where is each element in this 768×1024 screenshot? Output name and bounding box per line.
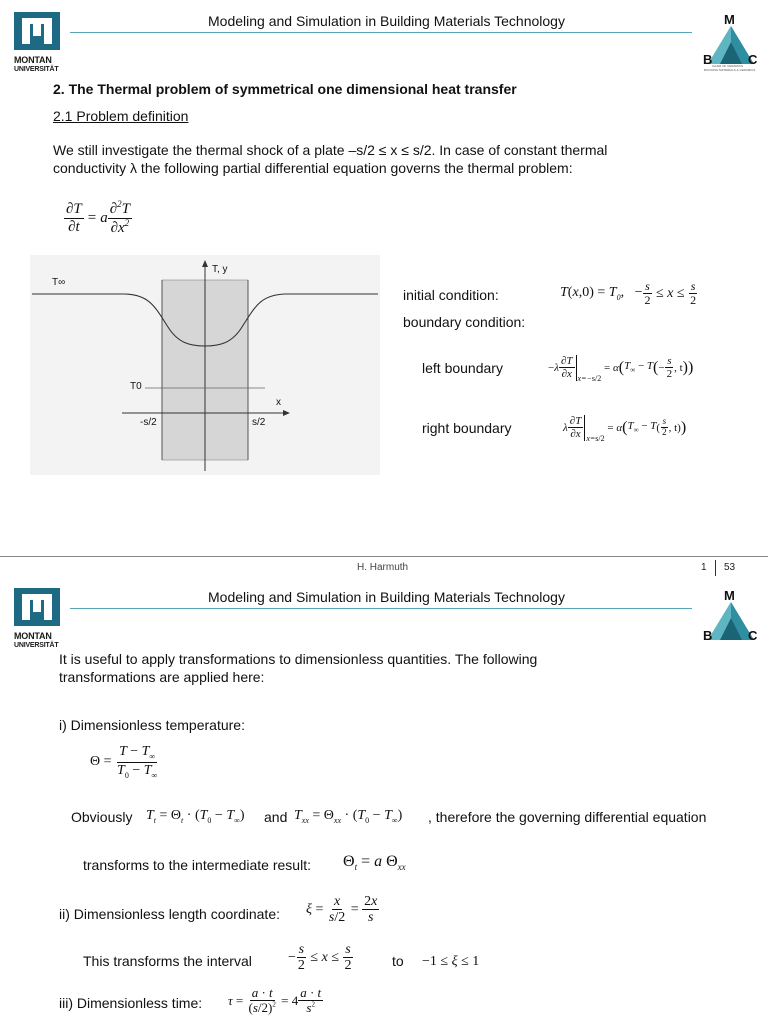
header-title: Modeling and Simulation in Building Materials Technology (208, 13, 565, 29)
interval-formula: − $\frac{s}{2}$ ≤ x ≤ $\frac{s}{2}$ (288, 942, 352, 974)
footer-author: H. Harmuth (357, 562, 409, 573)
logo-text-line2-2: UNIVERSITÄT (14, 642, 59, 649)
intro-line-1: It is useful to apply transformations to dimensionless quantities. The following (59, 651, 538, 667)
bmc-logo-c: C (748, 52, 758, 67)
temperature-profile-figure (30, 255, 380, 475)
label-pos-s2: s/2 (252, 417, 266, 428)
temperature-profile-diagram (30, 255, 380, 475)
montan-logo-icon (14, 12, 60, 50)
bmc-logo (702, 12, 760, 74)
bmc-logo-m: M (724, 12, 735, 27)
label-neg-s2: -s/2 (140, 417, 157, 428)
paragraph-line-1: We still investigate the thermal shock of a plate –s/2 ≤ x ≤ s/2. In case of constant thermal (53, 142, 608, 158)
footer-rule (0, 556, 768, 557)
right-boundary-label: right boundary (422, 420, 512, 436)
montan-logo-2 (14, 588, 62, 652)
footer-page-number: 1 (701, 562, 707, 573)
t-xx-formula: $T_{xx} = \Theta_{xx} \cdot (T_0 - T_\infty)$ (294, 808, 403, 825)
bmc-logo-2 (702, 588, 760, 650)
xi-interval: −1 ≤ ξ ≤ 1 (422, 954, 480, 969)
logo-text-line2: UNIVERSITÄT (14, 66, 59, 73)
right-boundary-formula: λ $\frac{\partial T}{\partial x}$ x=s/2 = α ( $T_\infty - T$ ( $\frac{s}{2}$ , t) ) (563, 414, 687, 443)
and-text: and (264, 809, 288, 825)
tau-definition: τ = $\frac{a \cdot t}{(s/2)^2}$ = 4 $\frac{a \cdot t}{s^2}$ (228, 985, 322, 1016)
item-2-label: ii) Dimensionless length coordinate: (59, 906, 280, 922)
header-rule (70, 32, 692, 33)
logo-text-line1-2: MONTAN (14, 631, 52, 641)
label-t-y-axis: T, y (212, 264, 228, 275)
bmc-logo-b-2: B (703, 628, 713, 643)
initial-condition-formula: $T(x,0) = T_0$, − $\frac{s}{2}$ ≤ x ≤ $\frac{s}{2}$ (560, 279, 697, 308)
logo-text-line1: MONTAN (14, 55, 52, 65)
item-3-label: iii) Dimensionless time: (59, 995, 203, 1011)
label-t0: T0 (130, 381, 142, 392)
bmc-logo-m-2: M (724, 588, 735, 603)
left-boundary-label: left boundary (422, 360, 503, 376)
label-t-infinity: T∞ (52, 277, 66, 288)
footer-page-total: 53 (724, 562, 736, 573)
boundary-condition-label: boundary condition: (403, 314, 526, 330)
header-rule-2 (70, 608, 692, 609)
slide-2 (0, 580, 768, 1024)
footer-page-divider (715, 560, 716, 576)
initial-condition-label: initial condition: (403, 287, 499, 303)
heat-equation: $\frac{\partial T}{\partial t}$ = a $\frac{\partial^2T}{\partial x^2}$ (66, 199, 130, 236)
left-boundary-formula: − λ $\frac{\partial T}{\partial x}$ x=−s/2 = α ( $T_\infty - T$ ( − $\frac{s}{2}$ , t )) (548, 354, 694, 383)
intro-line-2: transformations are applied here: (59, 669, 265, 685)
interval-text: This transforms the interval (83, 953, 252, 969)
bmc-logo-sub2: BUILDING MATERIALS & CERAMICS (704, 68, 756, 72)
theta-definition: Θ = $\frac{T - T_\infty}{T_0 - T_\infty}$ (90, 744, 158, 780)
paragraph-line-2: conductivity λ the following partial differential equation governs the thermal problem: (53, 160, 573, 176)
label-x-axis: x (276, 397, 281, 408)
transforms-text: transforms to the intermediate result: (83, 857, 311, 873)
header-title-2: Modeling and Simulation in Building Materials Technology (208, 589, 565, 605)
to-text: to (392, 953, 404, 969)
obviously-text: Obviously (71, 809, 133, 825)
intermediate-result: $\Theta_t = a$ $\Theta_{xx}$ (343, 853, 406, 873)
bmc-logo-b: B (703, 52, 713, 67)
xi-definition: ξ = $\frac{x}{s/2}$ = $\frac{2x}{s}$ (306, 894, 378, 926)
item-1-label: i) Dimensionless temperature: (59, 717, 245, 733)
therefore-text: , therefore the governing differential equation (428, 809, 707, 825)
montan-logo-icon-2 (14, 588, 60, 626)
t-t-formula: $T_t = \Theta_t \cdot (T_0 - T_\infty)$ (146, 808, 245, 825)
section-title: 2. The Thermal problem of symmetrical one dimensional heat transfer (53, 81, 517, 97)
subsection-title: 2.1 Problem definition (53, 108, 189, 124)
montan-logo (14, 12, 62, 76)
bmc-logo-sub1: CHAIR OF CERAMICS (712, 64, 744, 68)
bmc-logo-c-2: C (748, 628, 758, 643)
